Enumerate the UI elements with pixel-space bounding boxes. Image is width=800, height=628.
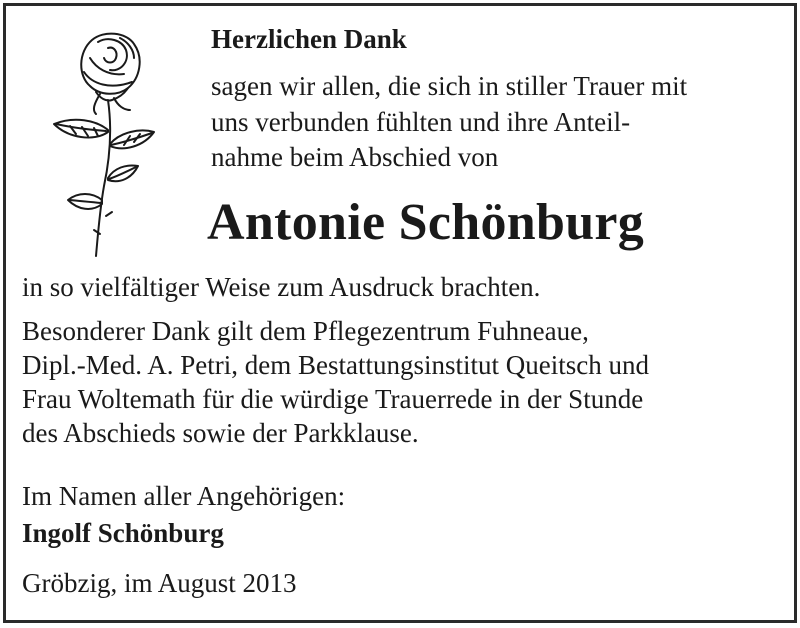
thanks-line: Frau Woltemath für die würdige Trauerrede in der Stunde [22, 384, 644, 414]
signature-name: Ingolf Schönburg [22, 518, 224, 548]
thanks-line: Dipl.-Med. A. Petri, dem Bestattungsinstitut Queitsch und [22, 350, 649, 380]
deceased-name: Antonie Schönburg [207, 194, 645, 251]
continuation-text: in so vielfältiger Weise zum Ausdruck brachten. [22, 272, 541, 302]
intro-text [211, 69, 781, 176]
thanks-paragraph [22, 314, 782, 450]
heading: Herzlichen Dank [211, 24, 407, 54]
signature-label: Im Namen aller Angehörigen: [22, 481, 346, 511]
thanks-line: Besonderer Dank gilt dem Pflegezentrum Fuhneaue, [22, 316, 589, 346]
intro-line: nahme beim Abschied von [211, 142, 499, 172]
intro-line: uns verbunden fühlten und ihre Anteil- [211, 106, 631, 137]
rose-icon [48, 28, 158, 260]
place-date: Gröbzig, im August 2013 [22, 568, 297, 598]
intro-line: sagen wir allen, die sich in stiller Trauer mit [211, 71, 688, 101]
thanks-line: des Abschieds sowie der Parkklause. [22, 418, 419, 448]
